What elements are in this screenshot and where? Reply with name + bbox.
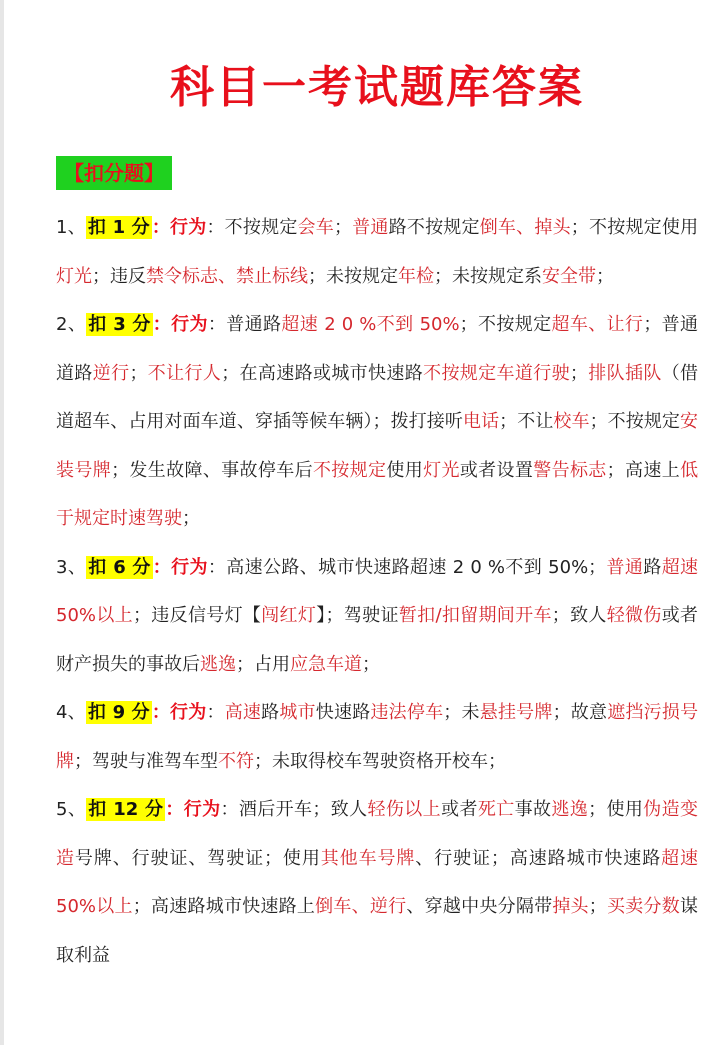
body-text: ；在高速路或城市快速路 bbox=[221, 362, 424, 384]
body-text: 号牌、行驶证、驾驶证；使用 bbox=[74, 847, 321, 869]
highlight-text: 轻微伤 bbox=[606, 605, 662, 626]
highlight-text: 超速 50%以上 bbox=[56, 556, 699, 626]
highlight-text: 灯光 bbox=[423, 459, 460, 481]
deduction-item bbox=[56, 689, 698, 786]
deduction-item bbox=[56, 204, 698, 301]
highlight-text: 城市 bbox=[279, 702, 316, 723]
points-badge: 扣 6 分 bbox=[88, 556, 151, 578]
highlight-text: 伪造变造 bbox=[56, 799, 699, 869]
body-text: ：不按规定 bbox=[206, 217, 298, 238]
body-text: 快速路 bbox=[315, 702, 371, 723]
body-text: ；不按规定 bbox=[459, 314, 552, 335]
highlight-text: 超车、让行 bbox=[551, 314, 644, 335]
highlight-text: 其他车号牌 bbox=[320, 847, 416, 869]
item-number: 1、 bbox=[56, 217, 86, 238]
body-text: ：普通路 bbox=[207, 314, 282, 335]
body-text: ；高速路城市快速路上 bbox=[132, 896, 316, 917]
body-text: ；违反信号灯【 bbox=[132, 605, 262, 626]
highlight-text: 逃逸 bbox=[551, 799, 589, 820]
page-title: 科目一考试题库答案 bbox=[170, 62, 584, 113]
body-text: ；未 bbox=[443, 702, 480, 723]
body-text: ； bbox=[333, 217, 352, 238]
body-text: ； bbox=[362, 653, 380, 675]
points-badge: 扣 3 分 bbox=[88, 314, 151, 335]
body-text: ；违反 bbox=[92, 265, 146, 287]
points-colon: ： bbox=[152, 556, 172, 578]
body-text: ； bbox=[129, 362, 148, 384]
highlight-text: 普通 bbox=[351, 217, 389, 238]
behavior-label: 行为 bbox=[170, 217, 207, 238]
item-number: 3、 bbox=[56, 556, 87, 578]
highlight-text: 应急车道 bbox=[290, 653, 362, 675]
highlight-text: 不按规定车道行驶 bbox=[423, 362, 570, 384]
body-text: ；发生故障、事故停车后 bbox=[111, 459, 313, 481]
body-text: ； bbox=[596, 265, 614, 287]
body-text: ； bbox=[569, 362, 588, 384]
body-text: ；使用 bbox=[588, 799, 644, 820]
body-text: ： bbox=[206, 702, 225, 723]
body-text: ； bbox=[182, 508, 200, 529]
body-text: ；未按规定系 bbox=[434, 265, 542, 287]
points-colon: ： bbox=[165, 799, 184, 820]
body-text: 使用 bbox=[386, 459, 424, 481]
highlight-text: 暂扣/扣留期间开车 bbox=[398, 605, 552, 626]
highlight-text: 电话 bbox=[462, 411, 500, 432]
behavior-label: 行为 bbox=[171, 556, 208, 578]
highlight-text: 逃逸 bbox=[200, 653, 236, 675]
highlight-text: 不让行人 bbox=[147, 362, 222, 384]
body-text: 、穿越中央分隔带 bbox=[406, 896, 553, 917]
body-text: 谋取利益 bbox=[56, 896, 699, 966]
section-label-deduction: 【扣分题】 bbox=[56, 156, 172, 190]
highlight-text: 不按规定 bbox=[312, 459, 387, 481]
highlight-text: 死亡 bbox=[477, 799, 515, 820]
behavior-label: 行为 bbox=[170, 702, 207, 723]
body-text: 或者 bbox=[441, 799, 478, 820]
body-text: 或者设置 bbox=[459, 459, 534, 481]
highlight-text: 倒车、掉头 bbox=[479, 217, 571, 238]
highlight-text: 闯红灯 bbox=[261, 605, 317, 626]
highlight-text: 倒车、逆行 bbox=[315, 896, 407, 917]
document-page bbox=[56, 0, 698, 980]
highlight-text: 年检 bbox=[398, 265, 434, 287]
highlight-text: 轻伤以上 bbox=[367, 799, 442, 820]
points-colon: ： bbox=[151, 702, 171, 723]
body-text: 或者财产损失的事故后 bbox=[56, 605, 699, 675]
points-badge: 扣 9 分 bbox=[87, 702, 150, 723]
body-text: ；故意 bbox=[552, 702, 608, 723]
highlight-text: 低于规定时速驾驶 bbox=[56, 459, 699, 529]
body-text: ；普通道路 bbox=[56, 314, 699, 384]
highlight-text: 校车 bbox=[553, 411, 590, 432]
highlight-text: 普通 bbox=[606, 556, 644, 578]
points-colon: ： bbox=[152, 314, 172, 335]
points-badge: 扣 12 分 bbox=[88, 799, 164, 820]
highlight-text: 灯光 bbox=[56, 265, 92, 287]
body-text: ；不按规定 bbox=[589, 411, 681, 432]
body-text: 、行驶证；高速路城市快速路 bbox=[415, 847, 662, 869]
highlight-text: 警告标志 bbox=[533, 459, 607, 481]
item-number: 5、 bbox=[56, 799, 87, 820]
body-text: 路不按规定 bbox=[388, 217, 480, 238]
deduction-list bbox=[56, 204, 698, 980]
highlight-text: 会车 bbox=[297, 217, 334, 238]
highlight-text: 安全带 bbox=[542, 265, 596, 287]
body-text: ；致人 bbox=[551, 605, 607, 626]
body-text: 事故 bbox=[514, 799, 552, 820]
body-text: 路 bbox=[261, 702, 280, 723]
highlight-text: 悬挂号牌 bbox=[479, 702, 553, 723]
item-number: 4、 bbox=[56, 702, 86, 723]
highlight-text: 禁令标志、禁止标线 bbox=[146, 265, 308, 287]
body-text: 】；驾驶证 bbox=[316, 605, 399, 626]
highlight-text: 遮挡污损号牌 bbox=[56, 702, 699, 772]
highlight-text: 安装号牌 bbox=[56, 411, 699, 481]
body-text: 路 bbox=[643, 556, 662, 578]
deduction-item bbox=[56, 301, 698, 544]
points-badge: 扣 1 分 bbox=[87, 217, 150, 238]
highlight-text: 超速 2 0 %不到 50% bbox=[281, 314, 460, 335]
highlight-text: 违法停车 bbox=[370, 702, 444, 723]
highlight-text: 超速 50%以上 bbox=[56, 847, 699, 917]
body-text: ；未取得校车驾驶资格开校车； bbox=[254, 750, 506, 772]
page-left-edge bbox=[0, 0, 4, 1045]
highlight-text: 买卖分数 bbox=[606, 896, 681, 917]
highlight-text: 不符 bbox=[218, 750, 254, 772]
body-text: ；未按规定 bbox=[308, 265, 398, 287]
body-text: ；高速上 bbox=[606, 459, 681, 481]
body-text: ；不让 bbox=[499, 411, 554, 432]
highlight-text: 掉头 bbox=[552, 896, 589, 917]
deduction-item bbox=[56, 544, 698, 690]
points-colon: ： bbox=[151, 217, 171, 238]
body-text: ：高速公路、城市快速路超速 2 0 %不到 50%； bbox=[207, 556, 607, 578]
deduction-item bbox=[56, 786, 698, 980]
body-text: ：酒后开车；致人 bbox=[220, 799, 368, 820]
highlight-text: 高速 bbox=[224, 702, 262, 723]
highlight-text: 排队插队 bbox=[587, 362, 662, 384]
body-text: （借道超车、占用对面车道、穿插等候车辆）；拨打接听 bbox=[56, 362, 699, 432]
item-number: 2、 bbox=[56, 314, 87, 335]
highlight-text: 逆行 bbox=[92, 362, 130, 384]
body-text: ；驾驶与准驾车型 bbox=[74, 750, 218, 772]
body-text: ； bbox=[588, 896, 607, 917]
behavior-label: 行为 bbox=[171, 314, 208, 335]
behavior-label: 行为 bbox=[183, 799, 221, 820]
body-text: ；不按规定使用 bbox=[570, 217, 699, 238]
body-text: ；占用 bbox=[236, 653, 290, 675]
